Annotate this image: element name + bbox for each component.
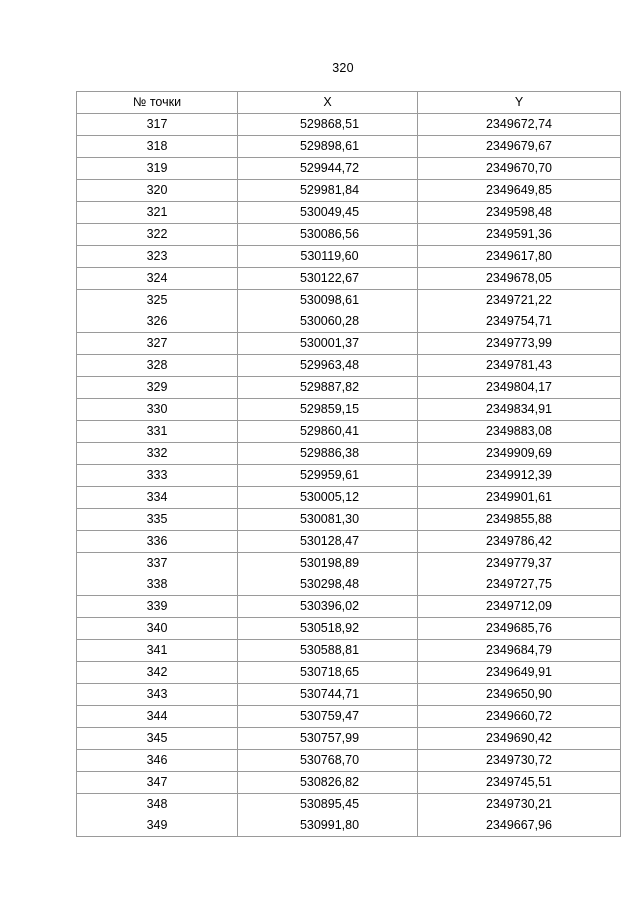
table-row	[77, 596, 621, 618]
y-coordinate-cell: 2349670,70	[418, 158, 621, 180]
point-number-cell: 326	[77, 311, 238, 333]
x-coordinate-cell: 529944,72	[238, 158, 418, 180]
x-coordinate-cell: 529981,84	[238, 180, 418, 202]
x-coordinate-cell: 530098,61	[238, 290, 418, 312]
table-row	[77, 553, 621, 575]
table-row	[77, 531, 621, 553]
point-number-cell: 346	[77, 750, 238, 772]
point-number-cell: 329	[77, 377, 238, 399]
y-coordinate-cell: 2349684,79	[418, 640, 621, 662]
table-row	[77, 158, 621, 180]
point-number-cell: 349	[77, 815, 238, 837]
point-number-cell: 344	[77, 706, 238, 728]
table-row	[77, 268, 621, 290]
y-coordinate-cell: 2349730,72	[418, 750, 621, 772]
x-coordinate-cell: 529886,38	[238, 443, 418, 465]
point-number-cell: 318	[77, 136, 238, 158]
table-row	[77, 509, 621, 531]
point-number-cell: 322	[77, 224, 238, 246]
x-coordinate-cell: 530122,67	[238, 268, 418, 290]
y-coordinate-cell: 2349909,69	[418, 443, 621, 465]
y-coordinate-cell: 2349679,67	[418, 136, 621, 158]
x-coordinate-cell: 529860,41	[238, 421, 418, 443]
y-coordinate-cell: 2349883,08	[418, 421, 621, 443]
x-coordinate-cell: 530049,45	[238, 202, 418, 224]
x-coordinate-cell: 530001,37	[238, 333, 418, 355]
x-coordinate-cell: 530005,12	[238, 487, 418, 509]
y-coordinate-cell: 2349901,61	[418, 487, 621, 509]
x-coordinate-cell: 530298,48	[238, 574, 418, 596]
table-body	[77, 114, 621, 837]
point-number-cell: 324	[77, 268, 238, 290]
y-coordinate-cell: 2349912,39	[418, 465, 621, 487]
x-coordinate-cell: 529959,61	[238, 465, 418, 487]
point-number-cell: 328	[77, 355, 238, 377]
table-row	[77, 202, 621, 224]
x-coordinate-cell: 530128,47	[238, 531, 418, 553]
y-coordinate-cell: 2349690,42	[418, 728, 621, 750]
y-coordinate-cell: 2349649,91	[418, 662, 621, 684]
coordinates-table	[76, 91, 621, 837]
point-number-cell: 335	[77, 509, 238, 531]
table-row	[77, 333, 621, 355]
x-coordinate-cell: 529868,51	[238, 114, 418, 136]
point-number-cell: 338	[77, 574, 238, 596]
y-coordinate-cell: 2349727,75	[418, 574, 621, 596]
table-row	[77, 355, 621, 377]
table-row	[77, 640, 621, 662]
point-number-cell: 332	[77, 443, 238, 465]
x-coordinate-cell: 530119,60	[238, 246, 418, 268]
y-coordinate-cell: 2349721,22	[418, 290, 621, 312]
y-coordinate-cell: 2349754,71	[418, 311, 621, 333]
y-coordinate-cell: 2349745,51	[418, 772, 621, 794]
x-coordinate-cell: 529859,15	[238, 399, 418, 421]
table-row	[77, 815, 621, 837]
point-number-cell: 347	[77, 772, 238, 794]
y-coordinate-cell: 2349660,72	[418, 706, 621, 728]
table-row	[77, 662, 621, 684]
y-coordinate-cell: 2349667,96	[418, 815, 621, 837]
table-row	[77, 574, 621, 596]
y-coordinate-cell: 2349786,42	[418, 531, 621, 553]
y-coordinate-cell: 2349672,74	[418, 114, 621, 136]
point-number-cell: 334	[77, 487, 238, 509]
table-row	[77, 399, 621, 421]
y-coordinate-cell: 2349591,36	[418, 224, 621, 246]
x-coordinate-cell: 530518,92	[238, 618, 418, 640]
table-row	[77, 246, 621, 268]
table-row	[77, 377, 621, 399]
table-row	[77, 443, 621, 465]
x-coordinate-cell: 530396,02	[238, 596, 418, 618]
x-coordinate-cell: 530718,65	[238, 662, 418, 684]
page-number: 320	[332, 61, 354, 75]
table-row	[77, 487, 621, 509]
y-coordinate-cell: 2349834,91	[418, 399, 621, 421]
x-coordinate-cell: 530757,99	[238, 728, 418, 750]
x-coordinate-cell: 529898,61	[238, 136, 418, 158]
point-number-cell: 337	[77, 553, 238, 575]
point-number-cell: 320	[77, 180, 238, 202]
y-coordinate-cell: 2349712,09	[418, 596, 621, 618]
y-coordinate-cell: 2349650,90	[418, 684, 621, 706]
y-coordinate-cell: 2349617,80	[418, 246, 621, 268]
y-coordinate-cell: 2349685,76	[418, 618, 621, 640]
point-number-cell: 323	[77, 246, 238, 268]
y-coordinate-cell: 2349804,17	[418, 377, 621, 399]
table-row	[77, 180, 621, 202]
table-row	[77, 618, 621, 640]
table-row	[77, 224, 621, 246]
x-coordinate-cell: 530588,81	[238, 640, 418, 662]
x-coordinate-cell: 530060,28	[238, 311, 418, 333]
x-coordinate-cell: 530759,47	[238, 706, 418, 728]
point-number-cell: 348	[77, 794, 238, 816]
x-coordinate-cell: 530895,45	[238, 794, 418, 816]
point-number-cell: 325	[77, 290, 238, 312]
table-header	[77, 92, 621, 114]
table-row	[77, 311, 621, 333]
table-row	[77, 772, 621, 794]
point-number-cell: 331	[77, 421, 238, 443]
table-row	[77, 421, 621, 443]
table-row	[77, 114, 621, 136]
table-row	[77, 465, 621, 487]
point-number-cell: 317	[77, 114, 238, 136]
x-coordinate-cell: 530826,82	[238, 772, 418, 794]
table-row	[77, 750, 621, 772]
table-row	[77, 684, 621, 706]
x-coordinate-cell: 530198,89	[238, 553, 418, 575]
table-row	[77, 728, 621, 750]
point-number-cell: 341	[77, 640, 238, 662]
header-point-number: № точки	[77, 92, 238, 114]
header-x: X	[238, 92, 418, 114]
y-coordinate-cell: 2349598,48	[418, 202, 621, 224]
y-coordinate-cell: 2349773,99	[418, 333, 621, 355]
point-number-cell: 333	[77, 465, 238, 487]
y-coordinate-cell: 2349779,37	[418, 553, 621, 575]
y-coordinate-cell: 2349855,88	[418, 509, 621, 531]
point-number-cell: 340	[77, 618, 238, 640]
y-coordinate-cell: 2349781,43	[418, 355, 621, 377]
point-number-cell: 345	[77, 728, 238, 750]
x-coordinate-cell: 530081,30	[238, 509, 418, 531]
point-number-cell: 319	[77, 158, 238, 180]
table-row	[77, 794, 621, 816]
y-coordinate-cell: 2349730,21	[418, 794, 621, 816]
y-coordinate-cell: 2349649,85	[418, 180, 621, 202]
x-coordinate-cell: 529887,82	[238, 377, 418, 399]
header-y: Y	[418, 92, 621, 114]
x-coordinate-cell: 529963,48	[238, 355, 418, 377]
point-number-cell: 327	[77, 333, 238, 355]
table-row	[77, 290, 621, 312]
point-number-cell: 339	[77, 596, 238, 618]
x-coordinate-cell: 530991,80	[238, 815, 418, 837]
table-row	[77, 706, 621, 728]
point-number-cell: 330	[77, 399, 238, 421]
y-coordinate-cell: 2349678,05	[418, 268, 621, 290]
x-coordinate-cell: 530086,56	[238, 224, 418, 246]
point-number-cell: 321	[77, 202, 238, 224]
table-row	[77, 136, 621, 158]
x-coordinate-cell: 530768,70	[238, 750, 418, 772]
point-number-cell: 343	[77, 684, 238, 706]
header-row	[77, 92, 621, 114]
point-number-cell: 336	[77, 531, 238, 553]
x-coordinate-cell: 530744,71	[238, 684, 418, 706]
point-number-cell: 342	[77, 662, 238, 684]
